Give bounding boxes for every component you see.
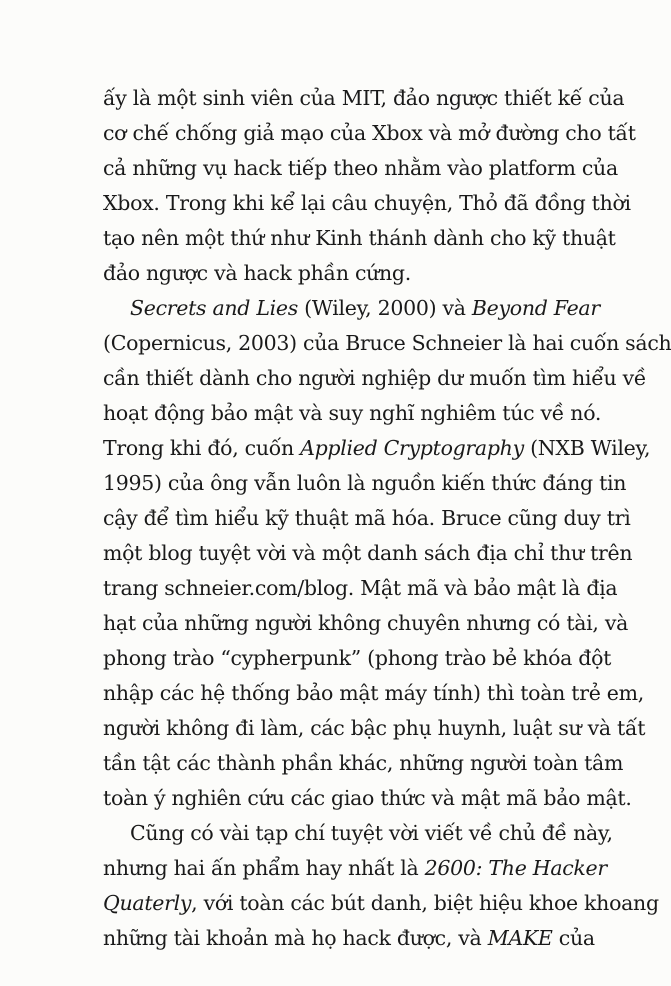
p2-line-14: tần tật các thành phần khác, những người toàn tâm	[103, 751, 624, 775]
p2-line-5-text-b: (NXB Wiley,	[523, 436, 651, 460]
p3-line-3	[103, 888, 659, 918]
book-title-beyond-fear: Beyond Fear	[471, 296, 600, 320]
p1-line-3: cả những vụ hack tiếp theo nhằm vào platform của	[103, 156, 618, 180]
book-title-secrets-and-lies: Secrets and Lies	[130, 296, 298, 320]
magazine-title-quaterly: Quaterly	[103, 891, 192, 915]
p3-line-1: Cũng có vài tạp chí tuyệt vời viết về chủ đề này,	[130, 821, 613, 845]
p2-line-9: trang schneier.com/blog. Mật mã và bảo mật là địa	[103, 576, 618, 600]
p2-line-15: toàn ý nghiên cứu các giao thức và mật mã bảo mật.	[103, 786, 632, 810]
p2-line-8: một blog tuyệt vời và một danh sách địa chỉ thư trên	[103, 541, 633, 565]
book-title-applied-cryptography: Applied Cryptography	[300, 436, 524, 460]
p2-line-11: phong trào “cypherpunk” (phong trào bẻ khóa đột	[103, 646, 612, 670]
p2-line-12: nhập các hệ thống bảo mật máy tính) thì toàn trẻ em,	[103, 681, 644, 705]
p2-line-7: cậy để tìm hiểu kỹ thuật mã hóa. Bruce cũng duy trì	[103, 506, 631, 530]
p1-line-5: tạo nên một thứ như Kinh thánh dành cho kỹ thuật	[103, 226, 616, 250]
p2-line-10: hạt của những người không chuyên nhưng có tài, và	[103, 611, 629, 635]
p3-line-2	[103, 853, 607, 883]
p3-line-3-text: , với toàn các bút danh, biệt hiệu khoe khoang	[191, 891, 659, 915]
p2-line-5-text-a: Trong khi đó, cuốn	[103, 436, 301, 460]
p1-line-1: ấy là một sinh viên của MIT, đảo ngược thiết kế của	[103, 86, 625, 110]
p1-line-2: cơ chế chống giả mạo của Xbox và mở đường cho tất	[103, 121, 636, 145]
magazine-title-make: MAKE	[487, 926, 553, 950]
p2-line-5	[103, 433, 651, 463]
p3-line-4-text-a: những tài khoản mà họ hack được, và	[103, 926, 488, 950]
magazine-title-2600: 2600: The Hacker	[424, 856, 607, 880]
p2-line-2: (Copernicus, 2003) của Bruce Schneier là hai cuốn sách	[103, 331, 671, 355]
p2-line-1-text: (Wiley, 2000) và	[297, 296, 472, 320]
p1-line-6: đảo ngược và hack phần cứng.	[103, 261, 411, 285]
p2-line-6: 1995) của ông vẫn luôn là nguồn kiến thức đáng tin	[103, 471, 627, 495]
p1-line-4: Xbox. Trong khi kể lại câu chuyện, Thỏ đã đồng thời	[103, 191, 631, 215]
p3-line-2-text: nhưng hai ấn phẩm hay nhất là	[103, 856, 425, 880]
p2-line-4: hoạt động bảo mật và suy nghĩ nghiêm túc về nó.	[103, 401, 602, 425]
p3-line-4-text-b: của	[552, 926, 595, 950]
p3-line-4	[103, 923, 595, 953]
p2-line-13: người không đi làm, các bậc phụ huynh, luật sư và tất	[103, 716, 646, 740]
p2-line-3: cần thiết dành cho người nghiệp dư muốn tìm hiểu về	[103, 366, 647, 390]
p2-line-1	[130, 293, 600, 323]
